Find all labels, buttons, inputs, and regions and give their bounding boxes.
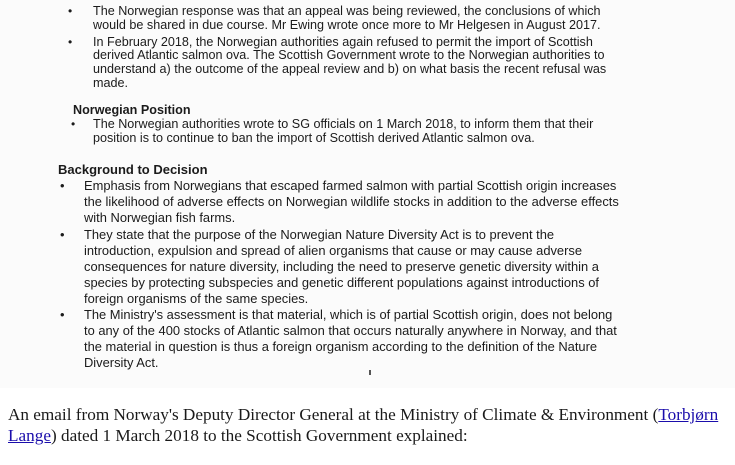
bullet-marker: •: [68, 35, 73, 49]
bullet-line: foreign organisms of the same species.: [84, 291, 309, 306]
bullet-line: position is to continue to ban the import of Scottish derived Atlantic salmon ova.: [93, 131, 535, 145]
bullet-marker: •: [60, 178, 65, 193]
bullet-line: introduction, expulsion and spread of alien organisms that cause or may cause adverse: [84, 243, 583, 258]
bullet-line: derived Atlantic salmon ova. The Scottish Government wrote to the Norwegian authorities to: [93, 48, 605, 62]
bullet-line: They state that the purpose of the Norwegian Nature Diversity Act is to prevent the: [84, 227, 555, 242]
bullet-line: The Norwegian response was that an appeal was being reviewed, the conclusions of which: [93, 4, 601, 18]
bullet-line: would be shared in due course. Mr Ewing wrote once more to Mr Helgesen in August 2017.: [93, 18, 601, 32]
scan-artifact: [369, 370, 371, 375]
bullet-line: The Norwegian authorities wrote to SG officials on 1 March 2018, to inform them that their: [93, 117, 594, 131]
bullet-line: Diversity Act.: [84, 355, 159, 370]
bullet-line: the material in question is thus a foreign organism according to the definition of the Nature: [84, 339, 598, 354]
bullet-marker: •: [68, 4, 73, 18]
bullet-line: made.: [93, 76, 129, 90]
section-heading: Background to Decision: [58, 162, 208, 177]
person-link[interactable]: Torbjørn Lange: [8, 405, 719, 445]
bullet-line: the likelihood of adverse effects on Norwegian wildlife stocks in addition to the adverse effects: [84, 194, 619, 209]
caption-paragraph: [8, 404, 735, 446]
bullet-marker: •: [60, 227, 65, 242]
bullet-line: consequences for nature diversity, including the need to preserve genetic diversity within a: [84, 259, 599, 274]
bullet-marker: •: [60, 307, 65, 322]
bullet-line: understand a) the outcome of the appeal review and b) on what basis the recent refusal was: [93, 62, 607, 76]
caption-text-before: An email from Norway's Deputy Director General at the Ministry of Climate & Environment (: [8, 405, 659, 424]
bullet-line: In February 2018, the Norwegian authorities again refused to permit the import of Scottish: [93, 35, 593, 49]
section-heading: Norwegian Position: [73, 103, 191, 117]
bullet-line: Emphasis from Norwegians that escaped farmed salmon with partial Scottish origin increases: [84, 178, 617, 193]
bullet-marker: •: [71, 117, 76, 131]
bullet-line: to any of the 400 stocks of Atlantic salmon that occurs naturally anywhere in Norway, and that: [84, 323, 617, 338]
bullet-line: species by protecting subspecies and genetic different populations against introductions of: [84, 275, 600, 290]
caption-text-after: ) dated 1 March 2018 to the Scottish Government explained:: [50, 426, 468, 445]
bullet-line: with Norwegian fish farms.: [84, 210, 236, 225]
bullet-line: The Ministry's assessment is that material, which is of partial Scottish origin, does not belong: [84, 307, 613, 322]
